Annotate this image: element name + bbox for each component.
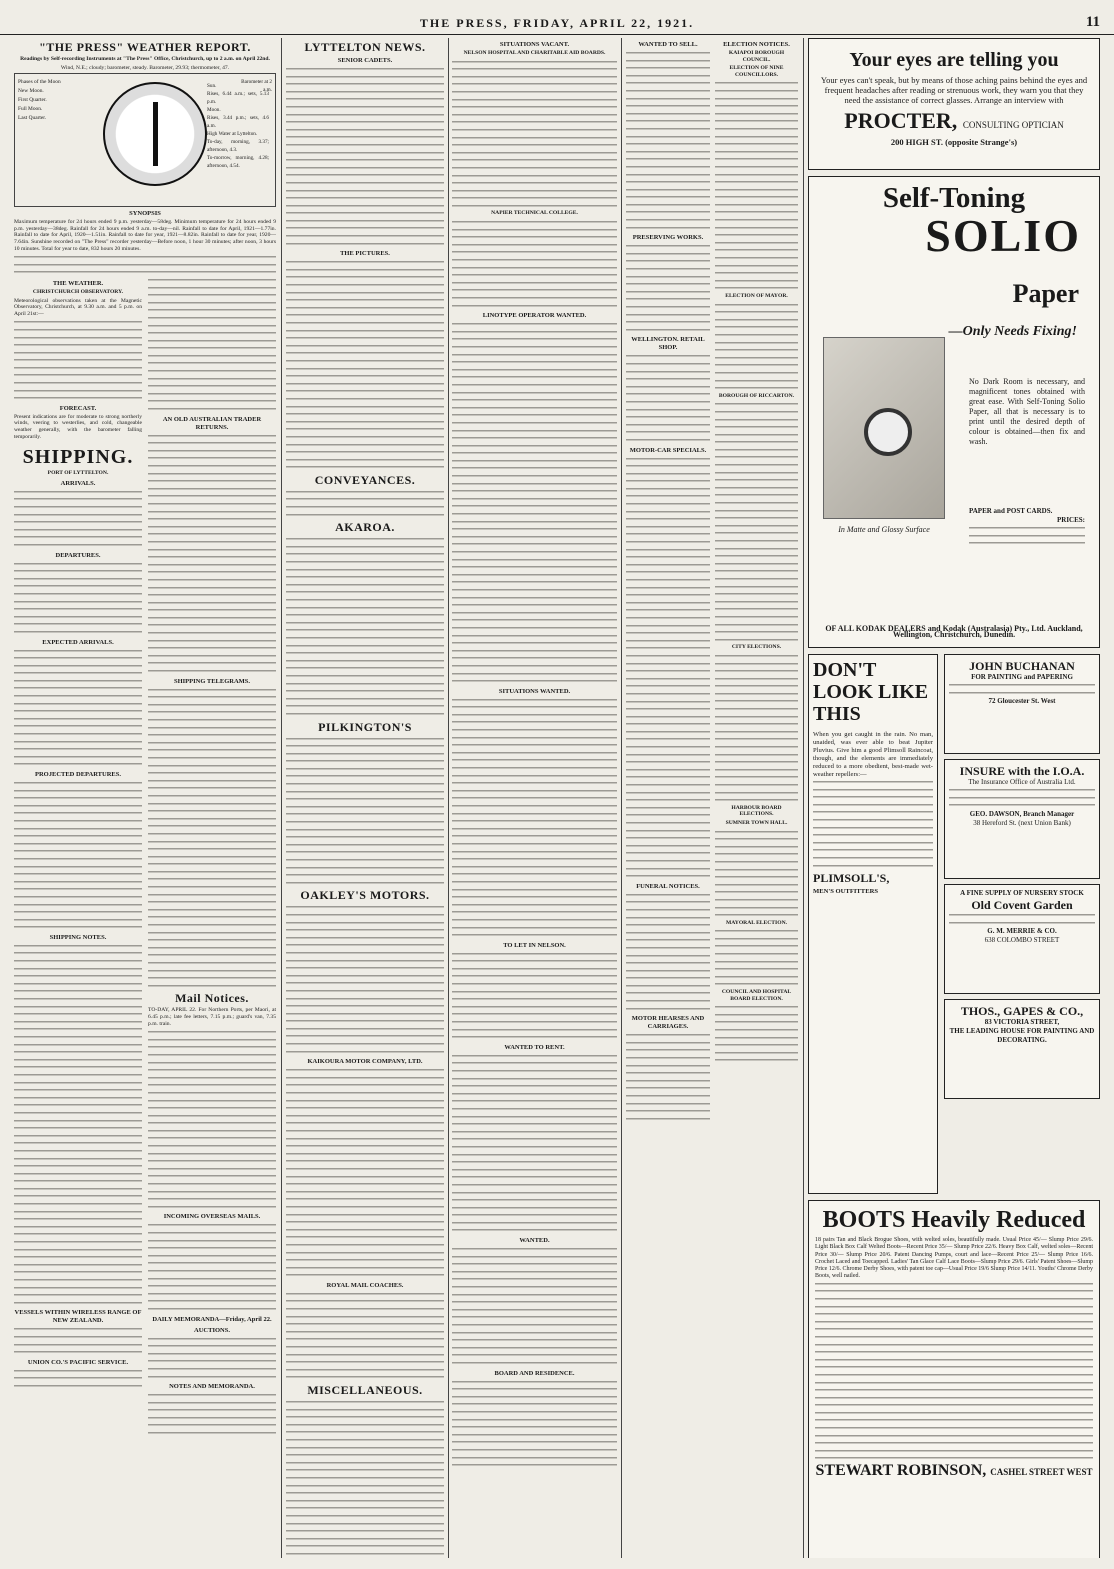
covent-line: A FINE SUPPLY OF NURSERY STOCK [960,889,1084,897]
procter-body: Your eyes can't speak, but by means of those aching pains behind the eyes and frequent headaches after reading or strenuous work, they warn you that they need the assistance of correct glasses. Arrange an interview with [820,75,1088,105]
procter-subtitle: CONSULTING OPTICIAN [962,120,1064,130]
city-elections-heading: CITY ELECTIONS. [731,644,782,651]
weather-intro: Readings by Self-recording Instruments at "The Press" Office, Christchurch, up to 2 a.m. on April 22nd. [20,56,270,62]
conveyances-heading: CONVEYANCES. [314,472,416,487]
port-heading: PORT OF LYTTELTON. [47,470,109,477]
barometer-label: Barometer at 2 a.m. [241,79,272,94]
daily-memoranda-heading: DAILY MEMORANDA—Friday, April 22. [152,1315,272,1323]
col1-left [14,277,142,1438]
kaikoura-heading: KAIKOURA MOTOR COMPANY, LTD. [307,1058,423,1066]
column-rule [448,38,449,1558]
plimsoll-sub: MEN'S OUTFITTERS [813,887,879,895]
column-rule [803,38,804,1558]
oakleys-heading: OAKLEY'S MOTORS. [300,888,430,903]
shipping-heading: SHIPPING. [22,446,134,469]
union-heading: UNION CO.'S PACIFIC SERVICE. [27,1358,129,1366]
ioa-line: The Insurance Office of Australia Ltd. [968,778,1076,786]
col4-split [626,38,798,1123]
expected-arrivals-heading: EXPECTED ARRIVALS. [42,638,114,646]
plimsoll-name: PLIMSOLL'S, [813,871,890,886]
moon-dial-panel [14,73,276,207]
solio-dealers: OF ALL KODAK DEALERS and Kodak (Australasia) Pty., Ltd. Auckland, Wellington, Christchurch, Dunedin. [825,623,1083,640]
solio-copy: No Dark Room is necessary, and magnificent tones obtained with great ease. With Self-Toning Solio Paper, all that is necessary is to print until the desired depth of colour is obtained—then fix and wash. [969,377,1085,446]
the-weather-heading: THE WEATHER. [52,279,104,287]
boots-headline: BOOTS Heavily Reduced [822,1207,1086,1233]
phase-label: New Moon. [18,88,44,95]
motorcar-heading: MOTOR-CAR SPECIALS. [629,446,707,454]
stewart-robinson: STEWART ROBINSON, [815,1462,987,1480]
weather-shipping-split [14,277,276,1438]
covent-address: 638 COLOMBO STREET [984,936,1060,945]
plimsoll-ad [808,654,938,1194]
notes-heading: NOTES AND MEMORANDA. [169,1383,255,1391]
sun-times: Rises, 6.44 a.m.; sets, 5.13 p.m. [207,91,269,106]
to-let-heading: TO LET IN NELSON. [503,941,566,949]
solio-ad [808,176,1100,648]
phase-label: Last Quarter. [18,115,47,122]
departures-heading: DEPARTURES. [55,551,101,559]
tide-tomorrow: To-morrow, morning, 4.28; afternoon, 4.54. [207,155,269,170]
synopsis-text: Maximum temperature for 24 hours ended 9 p.m. yesterday—58deg. Minimum temperature for 24 hours ended 9 p.m. yesterday—38deg. Rainfall for 24 hours ended 9 a.m. to-day—nil. Rainfall to date for April, 1921—1.77in. Rainfall to date for April, 1920—1.51in. Rainfall to date for year, 1921—8.82in. Rainfall to date for year, 1920—7.64in. Sunshine recorded on "The Press" recorder yesterday—Before noon, 1 hour 30 minutes; after noon, 3 hours 10 minutes. Total for year to date, 832 hours 20 minutes. [14,219,276,252]
column-rule [281,38,282,1558]
observatory-text: Meteorological observations taken at the Magnetic Observatory, Christchurch, at 9.30 a.m. and 5 p.m. on April 21st:— [14,297,142,317]
nelson-heading: NELSON HOSPITAL AND CHARITABLE AID BOARDS. [463,50,606,56]
mail-notices-heading: Mail Notices. [175,991,249,1006]
phase-label: First Quarter. [18,97,47,104]
wanted-to-rent-heading: WANTED TO RENT. [504,1043,565,1051]
election-notices-heading: ELECTION NOTICES. [723,41,790,48]
ioa-ad [944,759,1100,879]
board-heading: BOARD AND RESIDENCE. [494,1369,575,1377]
synopsis-heading: SYNOPSIS [129,210,161,218]
boots-body: 18 pairs Tan and Black Brogue Shoes, with welted soles, beautifully made. Usual Price 45/— Slump Price 29/6. Light Black Box Calf Welted Boots—Recent Price 35/— Slump Price 22/6. Heavy Box Calf, welted soles—Recent Price 30/— Slump Price 20/6. Patent Dancing Pumps, court and lace—Recent Price 25/— Slump Price 16/6. Crochet Laced and Toecapped. Ladies' Tan Glace Calf Lace Boots—Slump Price 29/6. Girls' Patent Shoes—Slump Price 12/6. Chrome Derby Shoes, with patent toe cap—Usual Price 19/6 Slump Price 14/11. Youths' Chrome Derby Boots, well nailed. [815,1237,1093,1280]
buchanan-ad [944,654,1100,754]
preserving-heading: PRESERVING WORKS. [632,234,704,242]
boots-footer [815,1462,1093,1480]
kaiapoi-heading: KAIAPOI BOROUGH COUNCIL. [728,50,785,63]
arrivals-heading: ARRIVALS. [60,479,96,487]
covent-name: G. M. MERRIE & CO. [987,927,1057,936]
solio-line1: Self-Toning [882,182,1026,214]
solio-line4: —Only Needs Fixing! [948,324,1077,339]
funeral-heading: FUNERAL NOTICES. [636,882,700,890]
weather-heading: "THE PRESS" WEATHER REPORT. [39,40,251,54]
situations-wanted-heading: SITUATIONS WANTED. [498,687,571,695]
mayoral-heading: MAYORAL ELECTION. [725,919,788,926]
procter-name [817,109,1091,137]
sun-moon-tides [207,82,269,170]
observatory-heading: CHRISTCHURCH OBSERVATORY. [32,288,124,295]
moon-times: Rises, 3.44 p.m.; sets, 4.6 a.m. [207,115,269,130]
forecast-heading: FORECAST. [59,404,97,412]
shipping-notes-heading: SHIPPING NOTES. [49,933,107,941]
forecast-text: Present indications are for moderate to strong northerly winds, veering to westerlies, and cold, changeable weather generally, with the barometer falling temporarily. [14,413,142,440]
lyttelton-news-heading: LYTTELTON NEWS. [304,40,426,54]
ioa-manager: GEO. DAWSON, Branch Manager [969,809,1075,818]
shipping-telegrams-heading: SHIPPING TELEGRAMS. [173,677,251,685]
napier-heading: NAPIER TECHNICAL COLLEGE. [491,210,578,217]
weather-wind: Wind, N.E.; cloudy; barometer, steady. Barometer, 29.93; thermometer, 47. [60,64,230,71]
sun-label: Sun. [207,83,217,90]
col4-left [626,38,710,1123]
procter-address: 200 HIGH ST. (opposite Strange's) [890,137,1018,147]
moon-label: Moon. [207,107,221,114]
wanted-to-sell-heading: WANTED TO SELL. [638,41,698,48]
masthead [0,14,1114,35]
dial-hand [153,102,158,166]
buchanan-line: FOR PAINTING and PAPERING [971,673,1073,681]
gapes-ad [944,999,1100,1099]
situations-vacant-heading: SITUATIONS VACANT. [499,41,570,48]
column-situations [452,38,617,1558]
tide-label: High Water at Lyttelton. [207,131,258,138]
royal-mail-heading: ROYAL MAIL COACHES. [326,1281,404,1289]
gapes-address: 83 VICTORIA STREET, [984,1018,1060,1026]
sumner-heading: SUMNER TOWN HALL. [725,819,788,826]
solio-matte: In Matte and Glossy Surface [838,525,930,534]
old-trader-heading: AN OLD AUSTRALIAN TRADER RETURNS. [162,415,262,431]
buchanan-name: JOHN BUCHANAN [969,659,1075,673]
ioa-address: 38 Hereford St. (next Union Bank) [973,818,1071,827]
masthead-title: THE PRESS, FRIDAY, APRIL 22, 1921. [419,16,695,30]
wanted-heading: WANTED. [519,1237,550,1245]
miscellaneous-heading: MISCELLANEOUS. [307,1383,423,1397]
plimsoll-headline: DON'T LOOK LIKE THIS [813,659,929,725]
small-ads [944,654,1100,1200]
camera-icon [823,337,945,519]
moon-phases [18,78,78,123]
harbour-heading: HARBOUR BOARD ELECTIONS. [731,804,782,818]
column-rule [621,38,622,1558]
moon-dial-icon [103,82,207,186]
projected-departures-heading: PROJECTED DEPARTURES. [35,771,121,778]
mayor-heading: ELECTION OF MAYOR. [725,293,788,299]
phase-label: Full Moon. [18,106,43,113]
solio-line3: Paper [1012,279,1079,308]
solio-line2: SOLIO [925,210,1081,261]
phase-label: Phases of the Moon [18,79,61,86]
council-hospital-heading: COUNCIL AND HOSPITAL BOARD ELECTION. [721,989,792,1002]
tide-today: To-day, morning, 3.37; afternoon, 4.3. [207,139,269,154]
wellington-heading: WELLINGTON. RETAIL SHOP. [631,336,705,352]
auctions-heading: AUCTIONS. [194,1326,230,1334]
vessels-heading: VESSELS WITHIN WIRELESS RANGE OF NEW ZEALAND. [14,1309,142,1325]
buchanan-address: 72 Gloucester St. West [988,697,1056,706]
column-sales-elections [626,38,798,1558]
solio-prices [969,507,1085,548]
hearses-heading: MOTOR HEARSES AND CARRIAGES. [631,1015,705,1031]
ioa-headline: INSURE with the I.O.A. [959,764,1085,778]
ads-row [808,654,1100,1200]
gapes-line: THE LEADING HOUSE FOR PAINTING AND DECORATING. [949,1027,1095,1044]
plimsoll-body: When you get caught in the rain. No man, unaided, was ever able to beat Jupiter Pluvius. Give him a good Plimsoll Raincoat, though, and the elements are immediately reduced to a more obedient, best-made wet-weather repellers:— [813,731,933,778]
covent-garden-ad [944,884,1100,994]
senior-cadets-heading: SENIOR CADETS. [337,57,393,64]
pilkington-heading: PILKINGTON'S [318,719,412,734]
boots-ad [808,1200,1100,1558]
covent-headline: Old Covent Garden [971,898,1073,912]
riccarton-heading: BOROUGH OF RICCARTON. [718,392,795,399]
akaroa-heading: AKAROA. [335,520,395,535]
solio-cards: PAPER and POST CARDS. [969,507,1053,515]
gapes-name: THOS., GAPES & CO., [960,1004,1084,1018]
procter-title: PROCTER, [844,108,958,133]
pictures-heading: THE PICTURES. [340,250,390,258]
column-advertisements [808,38,1100,1558]
page-number: 11 [1085,14,1100,30]
boots-street: CASHEL STREET WEST [990,1467,1093,1478]
procter-ad [808,38,1100,170]
col4-right [715,38,798,1123]
column-weather-shipping [14,38,276,1558]
incoming-mails-heading: INCOMING OVERSEAS MAILS. [163,1213,261,1221]
column-lyttelton [286,38,444,1558]
nine-councillors-heading: ELECTION OF NINE COUNCILLORS. [729,65,784,78]
col1-right [148,277,276,1438]
solio-prices-label: PRICES: [1056,516,1085,524]
linotype-heading: LINOTYPE OPERATOR WANTED. [482,312,587,320]
mail-notices-text: TO-DAY, APRIL 22. For Northern Ports, per Maori, at 6.45 p.m.; late fee letters, 7.15 p.m.; guard's van, 7.35 p.m. train. [148,1007,276,1027]
procter-headline: Your eyes are telling you [849,49,1059,71]
